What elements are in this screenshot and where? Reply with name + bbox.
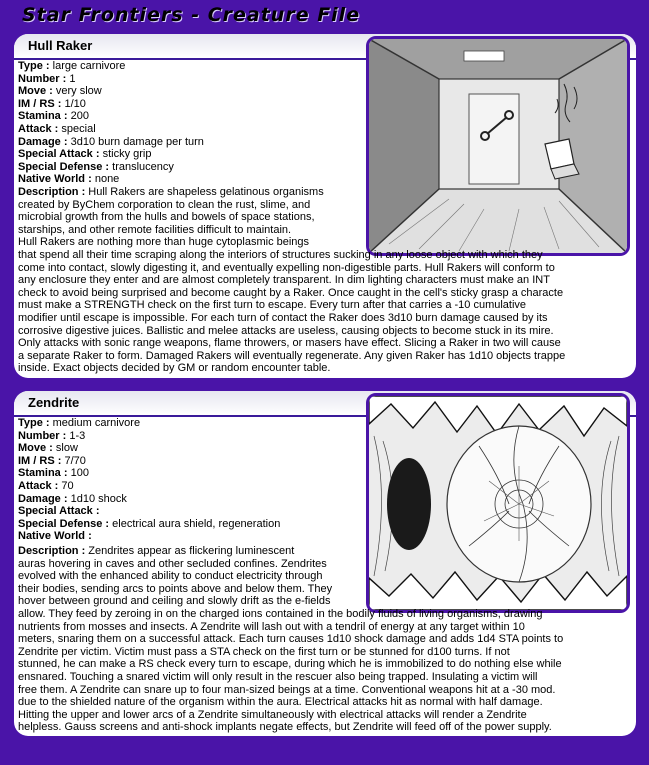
description-narrow [18, 545, 370, 608]
description-line: meters, snaring them on a successful attack. Each turn causes 1d10 shock damage and adds 1d4 STA points to [18, 633, 564, 646]
stats-block [18, 60, 204, 186]
description-line: corrosive digestive juices. Ballistic and melee attacks are useless, causing objects to become stuck in its mire. [18, 324, 554, 337]
stat-move: Move : very slow [18, 85, 102, 98]
stat-native-world: Native World : [18, 530, 92, 543]
description-line: must make a STRENGTH check on the first turn to escape. Every turn after that carries a -10 cumulative [18, 299, 527, 312]
stat-type: Type : large carnivore [18, 60, 126, 72]
creature-card-zendrite [14, 391, 636, 736]
description-wide [18, 608, 634, 734]
creature-name: Zendrite [28, 395, 80, 410]
stat-number: Number : 1 [18, 72, 76, 85]
creature-card-hull-raker [14, 34, 636, 378]
description-line: microbial growth from the hulls and bowels of space stations, [18, 211, 315, 224]
description-line: Only attacks with sonic range weapons, flame throwers, or masers have effect. Slicing a Raker in two will cause [18, 337, 561, 350]
description-line: nutrients from mosses and insects. A Zendrite will lash out with a tendril of energy at any target within 10 [18, 620, 525, 633]
description-narrow [18, 186, 370, 249]
stat-attack: Attack : 70 [18, 479, 74, 492]
creature-name: Hull Raker [28, 38, 93, 53]
description-line: Hull Rakers are nothing more than huge cytoplasmic beings [18, 236, 310, 249]
hull-raker-illustration [366, 36, 630, 256]
stat-move: Move : slow [18, 442, 78, 455]
description-line: hover between ground and ceiling and slowly drift as the e-fields [18, 595, 331, 608]
description-line: Hitting the upper and lower arcs of a Zendrite simultaneously with electrical attacks will render a Zendrite [18, 708, 527, 721]
description-line: check to avoid being surprised and become caught by a Raker. Once caught in the cell's sticky grasp a characte [18, 286, 564, 299]
description-line: allow. They feed by zeroing in on the charged ions contained in the bodily fluids of living organisms, drawing [18, 608, 543, 620]
description-line: created by ByChem corporation to clean the rust, slime, and [18, 198, 311, 211]
description-line: Zendrite per victim. Victim must pass a STA check on the first turn or be stunned for d100 turns. If not [18, 645, 510, 658]
stat-number: Number : 1-3 [18, 429, 86, 442]
description-line: a separate Raker to form. Damaged Rakers will eventually regenerate. Any given Raker has 1d10 objects trappe [18, 349, 566, 362]
stat-type: Type : medium carnivore [18, 417, 141, 429]
description-line: Description : Zendrites appear as flickering luminescent [18, 545, 295, 557]
stat-native-world: Native World : none [18, 173, 120, 186]
description-line: evolved with the enhanced ability to conduct electricity through [18, 570, 323, 583]
stats-block [18, 417, 280, 543]
stat-damage: Damage : 1d10 shock [18, 492, 127, 505]
description-line: Description : Hull Rakers are shapeless gelatinous organisms [18, 186, 324, 198]
stat-attack: Attack : special [18, 122, 96, 135]
page-title: Star Frontiers - Creature File [22, 4, 361, 26]
zendrite-illustration [366, 393, 630, 613]
description-line: ensnared. Touching a snared victim will only result in the rescuer also being trapped. Insulating a victim will [18, 670, 538, 683]
stat-stamina: Stamina : 100 [18, 467, 89, 480]
stat-special-defense: Special Defense : translucency [18, 160, 174, 173]
description-line: any enclosure they enter and are almost completely transparent. In dim lighting characters must make an INT [18, 274, 550, 287]
description-line: their bodies, sending arcs to points above and below them. They [18, 582, 333, 595]
stat-stamina: Stamina : 200 [18, 110, 89, 123]
description-line: due to the shielded nature of the organism within the aura. Electrical attacks hit as normal with half damage. [18, 696, 543, 709]
stat-special-attack: Special Attack : [18, 505, 100, 518]
description-line: that spend all their time scraping along the interiors of structures sucking in any loose object with which they [18, 249, 543, 261]
description-line: inside. Exact objects decided by GM or random encounter table. [18, 362, 331, 375]
description-line: modifier until escape is impossible. For each turn of contact the Raker does 3d10 burn damage caused by its [18, 311, 548, 324]
description-line: free them. A Zendrite can snare up to four man-sized beings at a time. Conventional weapons hit at a -30 mod. [18, 683, 556, 696]
stat-special-attack: Special Attack : sticky grip [18, 148, 152, 161]
description-wide [18, 249, 634, 375]
stat-im-rs: IM / RS : 7/70 [18, 454, 86, 467]
description-line: come into contact, slowly digesting it, and eventually expelling non-digestible parts. Hull Rakers will conform to [18, 261, 555, 274]
description-line: starships, and other remote facilities difficult to maintain. [18, 223, 292, 236]
stat-special-defense: Special Defense : electrical aura shield, regeneration [18, 517, 281, 530]
description-line: auras hovering in caves and other secluded confines. Zendrites [18, 557, 327, 570]
description-line: stunned, he can make a RS check every turn to escape, during which he is immobilized to do nothing else while [18, 658, 562, 671]
description-line: helpless. Gauss screens and anti-shock implants negate effects, but Zendrite will feed off of the power supply. [18, 721, 552, 734]
stat-damage: Damage : 3d10 burn damage per turn [18, 135, 204, 148]
stat-im-rs: IM / RS : 1/10 [18, 97, 86, 110]
